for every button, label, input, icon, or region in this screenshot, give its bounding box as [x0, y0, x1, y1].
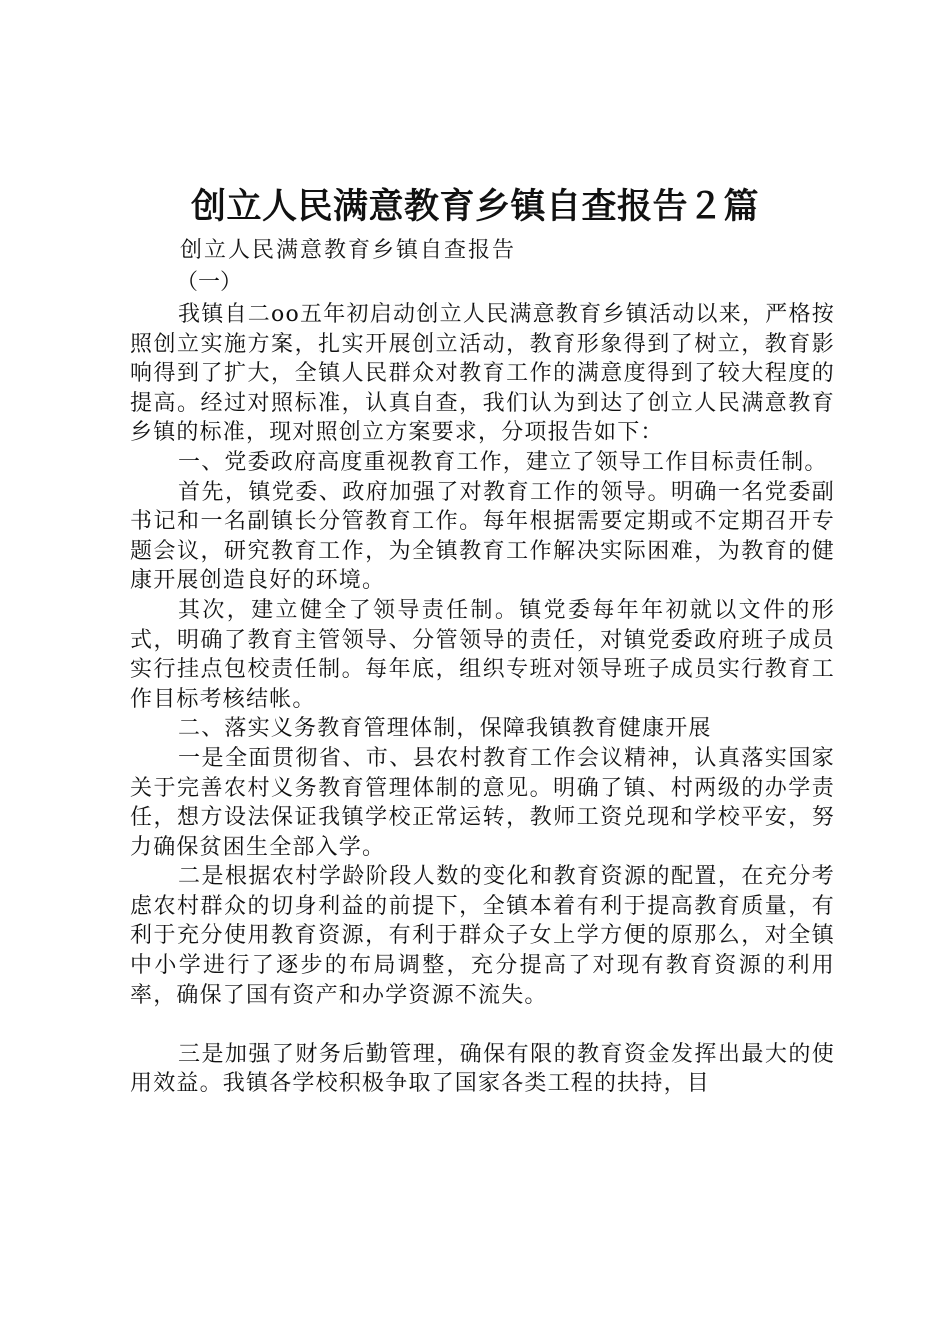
document-title: 创立人民满意教育乡镇自查报告２篇 — [190, 186, 759, 227]
paragraph: 三是加强了财务后勤管理，确保有限的教育资金发挥出最大的使用效益。我镇各学校积极争取了国家各类工程的扶持，目 — [130, 1041, 835, 1097]
paragraph: 二是根据农村学龄阶段人数的变化和教育资源的配置，在充分考虑农村群众的切身利益的前提下，全镇本着有利于提高教育质量，有利于充分使用教育资源，有利于群众子女上学方便的原那么，对全镇中小学进行了逐步的布局调整，充分提高了对现有教育资源的利用率，确保了国有资产和办学资源不流失。 — [130, 864, 835, 1008]
document-body — [130, 300, 835, 1099]
paragraph-intro: 我镇自二oo五年初启动创立人民满意教育乡镇活动以来，严格按照创立实施方案，扎实开展创立活动，教育形象得到了树立，教育影响得到了扩大，全镇人民群众对教育工作的满意度得到了较大程度的提高。经过对照标准，认真自查，我们认为到达了创立人民满意教育乡镇的标准，现对照创立方案要求，分项报告如下： — [130, 302, 835, 446]
paragraph: 一是全面贯彻省、市、县农村教育工作会议精神，认真落实国家关于完善农村义务教育管理体制的意见。明确了镇、村两级的办学责任，想方设法保证我镇学校正常运转，教师工资兑现和学校平安，努力确保贫困生全部入学。 — [130, 745, 835, 860]
paragraph: 首先，镇党委、政府加强了对教育工作的领导。明确一名党委副书记和一名副镇长分管教育工作。每年根据需要定期或不定期召开专题会议，研究教育工作，为全镇教育工作解决实际困难，为教育的健康开展创造良好的环境。 — [130, 479, 835, 594]
section-heading-2: 二、落实义务教育管理体制，保障我镇教育健康开展 — [178, 716, 712, 742]
section-heading-1: 一、党委政府高度重视教育工作，建立了领导工作目标责任制。 — [178, 449, 828, 475]
document-subtitle: 创立人民满意教育乡镇自查报告 — [180, 238, 517, 263]
paragraph: 其次，建立健全了领导责任制。镇党委每年年初就以文件的形式，明确了教育主管领导、分管领导的责任，对镇党委政府班子成员实行挂点包校责任制。每年底，组织专班对领导班子成员实行教育工作目标考核结帐。 — [130, 597, 835, 712]
part-label: （一） — [176, 270, 243, 295]
